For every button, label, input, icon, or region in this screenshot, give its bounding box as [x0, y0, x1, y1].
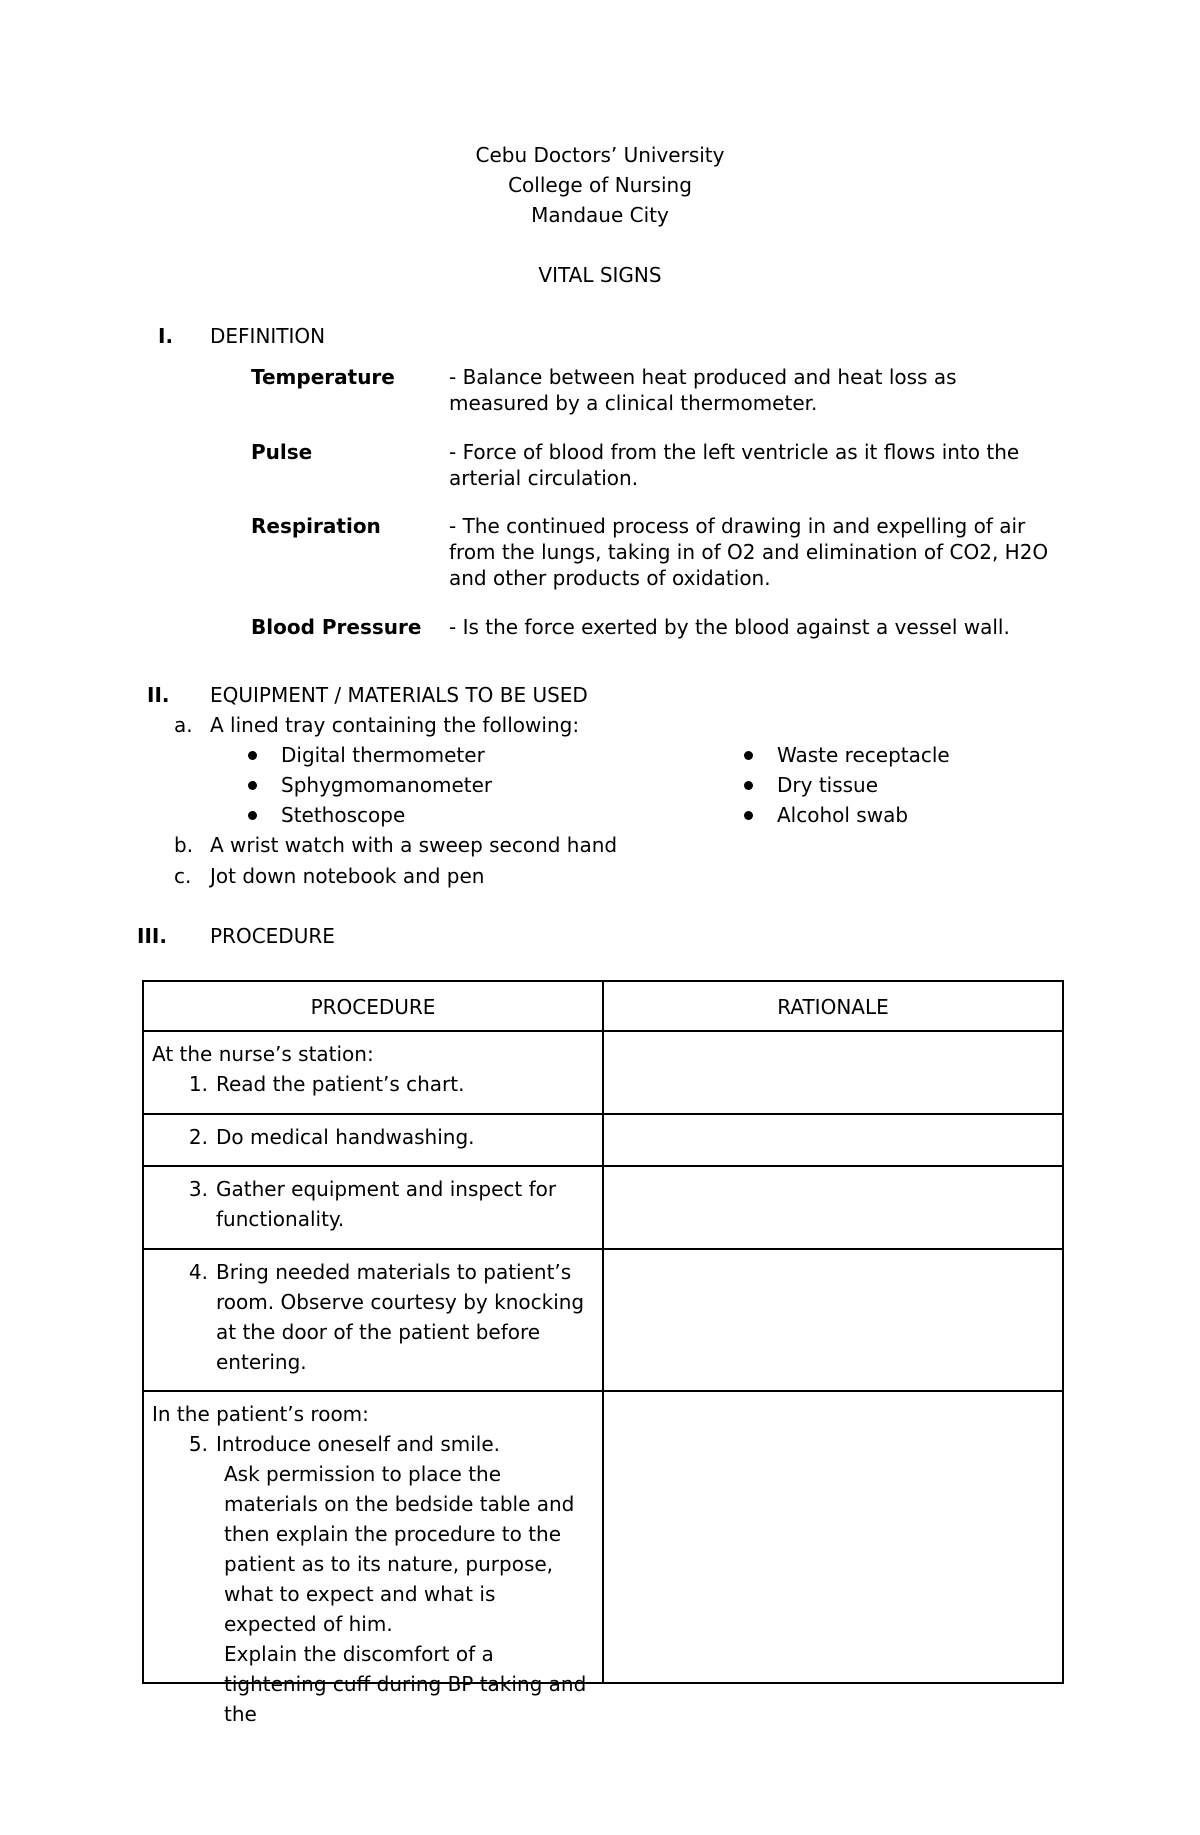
- step-text: Bring needed materials to patient’s room. Observe courtesy by knocking at the door of the patient before entering.: [216, 1260, 585, 1374]
- table-header-row: [144, 982, 1062, 1030]
- table-row: [144, 1113, 1062, 1165]
- section-intro: In the patient’s room:: [152, 1402, 369, 1426]
- item-a-text: A lined tray containing the following:: [210, 713, 580, 737]
- step-number: 5.: [188, 1432, 208, 1456]
- item-c-text: Jot down notebook and pen: [210, 864, 485, 888]
- definition-text-pulse: - Force of blood from the left ventricle as it flows into the arterial circulation.: [449, 440, 1020, 490]
- rationale-column-header: RATIONALE: [777, 995, 889, 1019]
- item-c-letter: c.: [174, 864, 192, 888]
- definition-term-respiration: Respiration: [251, 514, 381, 538]
- section-2-heading: EQUIPMENT / MATERIALS TO BE USED: [210, 683, 588, 707]
- procedure-table: [142, 980, 1064, 1726]
- rationale-cell: [604, 1032, 1062, 1113]
- city-name: Mandaue City: [531, 203, 669, 227]
- item-b-text: A wrist watch with a sweep second hand: [210, 833, 618, 857]
- bullet-icon: [248, 811, 257, 820]
- document-title: VITAL SIGNS: [538, 263, 662, 287]
- procedure-cell: [144, 1032, 604, 1113]
- item-a-letter: a.: [174, 713, 193, 737]
- university-name: Cebu Doctors’ University: [475, 143, 725, 167]
- procedure-step: [152, 1429, 602, 1459]
- bullet-icon: [744, 751, 753, 760]
- bullet-label: Waste receptacle: [777, 743, 950, 767]
- bullet-label: Stethoscope: [281, 803, 406, 827]
- college-name: College of Nursing: [508, 173, 692, 197]
- section-3-numeral: III.: [137, 924, 167, 948]
- bullet-label: Sphygmomanometer: [281, 773, 493, 797]
- table-row: [144, 1390, 1062, 1726]
- rationale-cell: [604, 1167, 1062, 1248]
- step-number: 4.: [188, 1260, 208, 1284]
- step-text: Gather equipment and inspect for functionality.: [216, 1177, 557, 1231]
- bullet-icon: [248, 751, 257, 760]
- step-number: 1.: [188, 1072, 208, 1096]
- table-row: [144, 1248, 1062, 1390]
- definition-term-temperature: Temperature: [251, 365, 395, 389]
- definition-text-respiration: - The continued process of drawing in and expelling of air from the lungs, taking in of O2 and elimination of CO2, H2O and other products of oxidation.: [449, 514, 1049, 590]
- step-number: 3.: [188, 1177, 208, 1201]
- rationale-cell: [604, 1115, 1062, 1165]
- bullet-icon: [744, 781, 753, 790]
- section-2-numeral: II.: [147, 683, 170, 707]
- rationale-cell: [604, 1392, 1062, 1682]
- step-text: Do medical handwashing.: [216, 1125, 475, 1149]
- step-text: Introduce oneself and smile.: [216, 1432, 501, 1456]
- step-detail: Explain the discomfort of a tightening cuff during BP taking and the: [224, 1642, 587, 1726]
- procedure-step: [152, 1122, 602, 1152]
- definition-text-temperature: - Balance between heat produced and heat loss as measured by a clinical thermometer.: [449, 365, 957, 415]
- definition-term-blood-pressure: Blood Pressure: [251, 615, 422, 639]
- section-3-heading: PROCEDURE: [210, 924, 335, 948]
- bullet-icon: [248, 781, 257, 790]
- procedure-cell: [144, 1250, 604, 1390]
- section-1-numeral: I.: [158, 324, 174, 348]
- procedure-step: [152, 1257, 602, 1377]
- step-text: Read the patient’s chart.: [216, 1072, 465, 1096]
- bullet-label: Alcohol swab: [777, 803, 909, 827]
- item-b-letter: b.: [174, 833, 194, 857]
- bullet-icon: [744, 811, 753, 820]
- procedure-step: [152, 1174, 602, 1234]
- table-row: [144, 1030, 1062, 1113]
- step-detail: Ask permission to place the materials on the bedside table and then explain the procedure to the patient as to its nature, purpose, what to expect and what is expected of him.: [224, 1462, 575, 1636]
- definition-text-blood-pressure: - Is the force exerted by the blood against a vessel wall.: [449, 615, 1010, 639]
- table-row: [144, 1165, 1062, 1248]
- bullet-label: Dry tissue: [777, 773, 879, 797]
- step-number: 2.: [188, 1125, 208, 1149]
- definition-term-pulse: Pulse: [251, 440, 313, 464]
- rationale-cell: [604, 1250, 1062, 1390]
- procedure-cell: [144, 1115, 604, 1165]
- bullet-label: Digital thermometer: [281, 743, 485, 767]
- procedure-step: [152, 1069, 602, 1099]
- procedure-cell: [144, 1167, 604, 1248]
- section-intro: At the nurse’s station:: [152, 1042, 374, 1066]
- procedure-cell: [144, 1392, 604, 1726]
- section-1-heading: DEFINITION: [210, 324, 326, 348]
- procedure-column-header: PROCEDURE: [144, 982, 604, 1030]
